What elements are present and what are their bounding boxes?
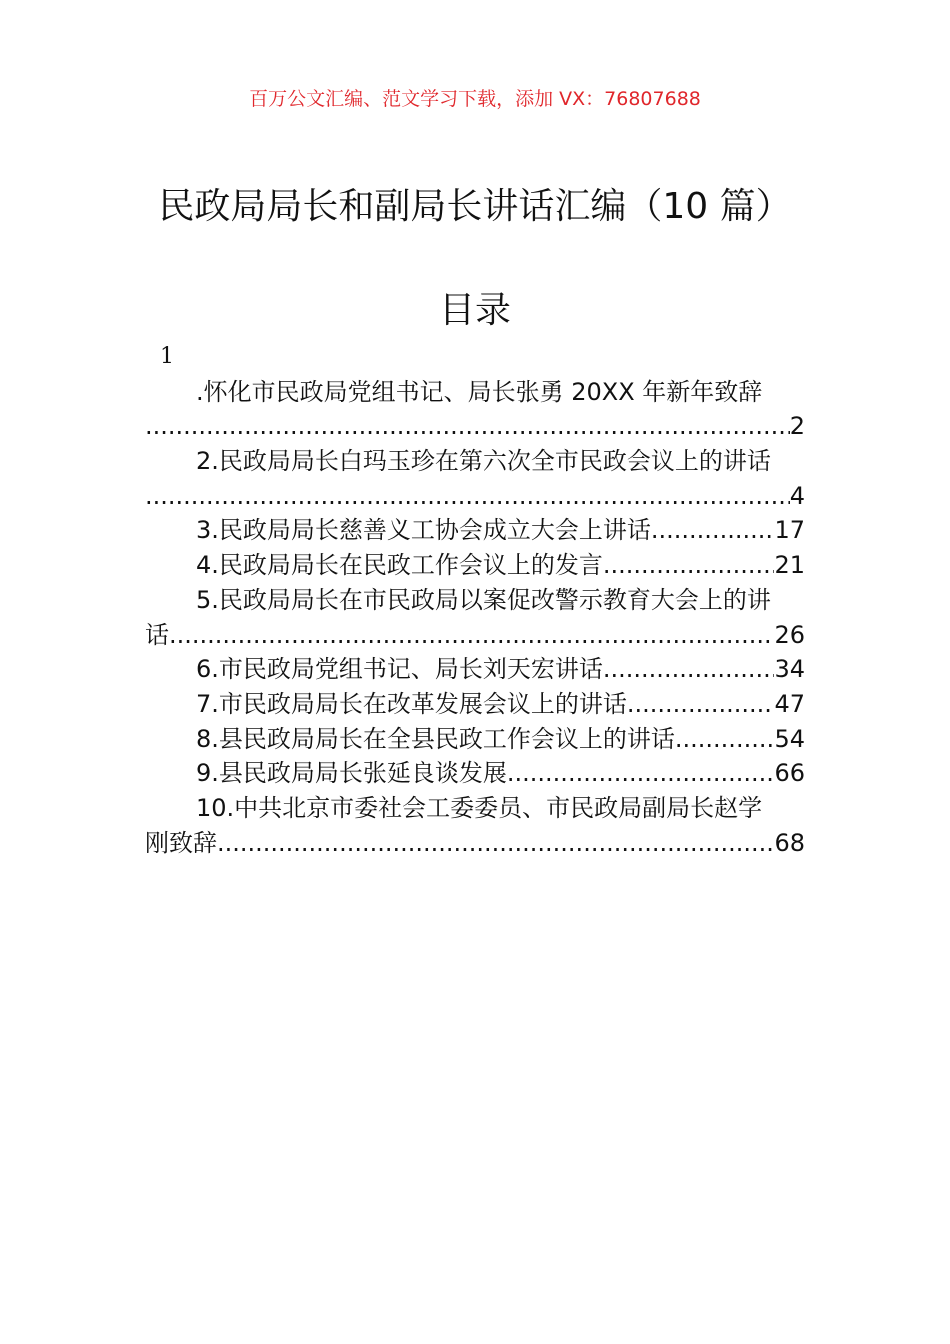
toc-page-number: 34 [774, 655, 805, 684]
watermark-text: 百万公文汇编、范文学习下载，添加 VX：76807688 [249, 88, 701, 110]
dot-leader [675, 722, 775, 757]
toc-entry-title: 6.市民政局党组书记、局长刘天宏讲话 [196, 655, 603, 684]
toc-entry-title: 5.民政局局长在市民政局以案促改警示教育大会上的讲 [196, 585, 771, 614]
toc-entry-title-cont: 刚致辞 [145, 828, 217, 857]
dot-leader [603, 548, 775, 583]
toc-entry-3[interactable] [145, 513, 805, 548]
toc-entry-title: 8.县民政局局长在全县民政工作会议上的讲话 [196, 724, 675, 753]
toc-page-number: 2 [789, 412, 805, 441]
toc-page-number: 21 [774, 551, 805, 580]
toc-entry-10-leader[interactable] [145, 826, 805, 861]
toc-entry-title: .怀化市民政局党组书记、局长张勇 20XX 年新年致辞 [196, 377, 763, 406]
toc-entry-1-leader[interactable] [145, 409, 805, 444]
document-title: 民政局局长和副局长讲话汇编（10 篇） [158, 186, 792, 227]
toc-page-number: 26 [774, 620, 805, 649]
toc-page-number: 66 [774, 759, 805, 788]
toc-entry-8[interactable] [145, 722, 805, 757]
dot-leader [507, 756, 775, 791]
toc-entry-5-leader[interactable] [145, 618, 805, 653]
dot-leader [145, 479, 790, 514]
toc-entry-5[interactable] [145, 583, 805, 618]
toc-entry-2-leader[interactable] [145, 479, 805, 514]
toc-page-number: 4 [789, 481, 805, 510]
toc-entry-1[interactable] [145, 375, 805, 410]
table-of-contents [145, 340, 805, 860]
toc-page-number: 54 [774, 724, 805, 753]
toc-entry-title: 2.民政局局长白玛玉珍在第六次全市民政会议上的讲话 [196, 447, 771, 476]
toc-entry-4[interactable] [145, 548, 805, 583]
toc-entry-10[interactable] [145, 791, 805, 826]
toc-entry-6[interactable] [145, 652, 805, 687]
toc-page-number: 47 [774, 689, 805, 718]
toc-entry-2[interactable] [145, 444, 805, 479]
toc-entry-title: 3.民政局局长慈善义工协会成立大会上讲话 [196, 516, 651, 545]
toc-entry-title: 7.市民政局局长在改革发展会议上的讲话 [196, 689, 627, 718]
dot-leader [651, 513, 775, 548]
toc-entry-title: 4.民政局局长在民政工作会议上的发言 [196, 551, 603, 580]
toc-page-number: 68 [774, 828, 805, 857]
toc-entry-title-cont: 话 [145, 620, 169, 649]
toc-page-number: 17 [774, 516, 805, 545]
dot-leader [603, 652, 775, 687]
dot-leader [627, 687, 775, 722]
toc-entry-7[interactable] [145, 687, 805, 722]
dot-leader [217, 826, 774, 861]
toc-entry-9[interactable] [145, 756, 805, 791]
toc-heading: 目录 [438, 290, 511, 331]
toc-entry-title: 9.县民政局局长张延良谈发展 [196, 759, 507, 788]
dot-leader [169, 618, 774, 653]
toc-entry-1-number: 1 [160, 344, 174, 369]
dot-leader [145, 409, 790, 444]
toc-entry-title: 10.中共北京市委社会工委委员、市民政局副局长赵学 [196, 793, 763, 822]
